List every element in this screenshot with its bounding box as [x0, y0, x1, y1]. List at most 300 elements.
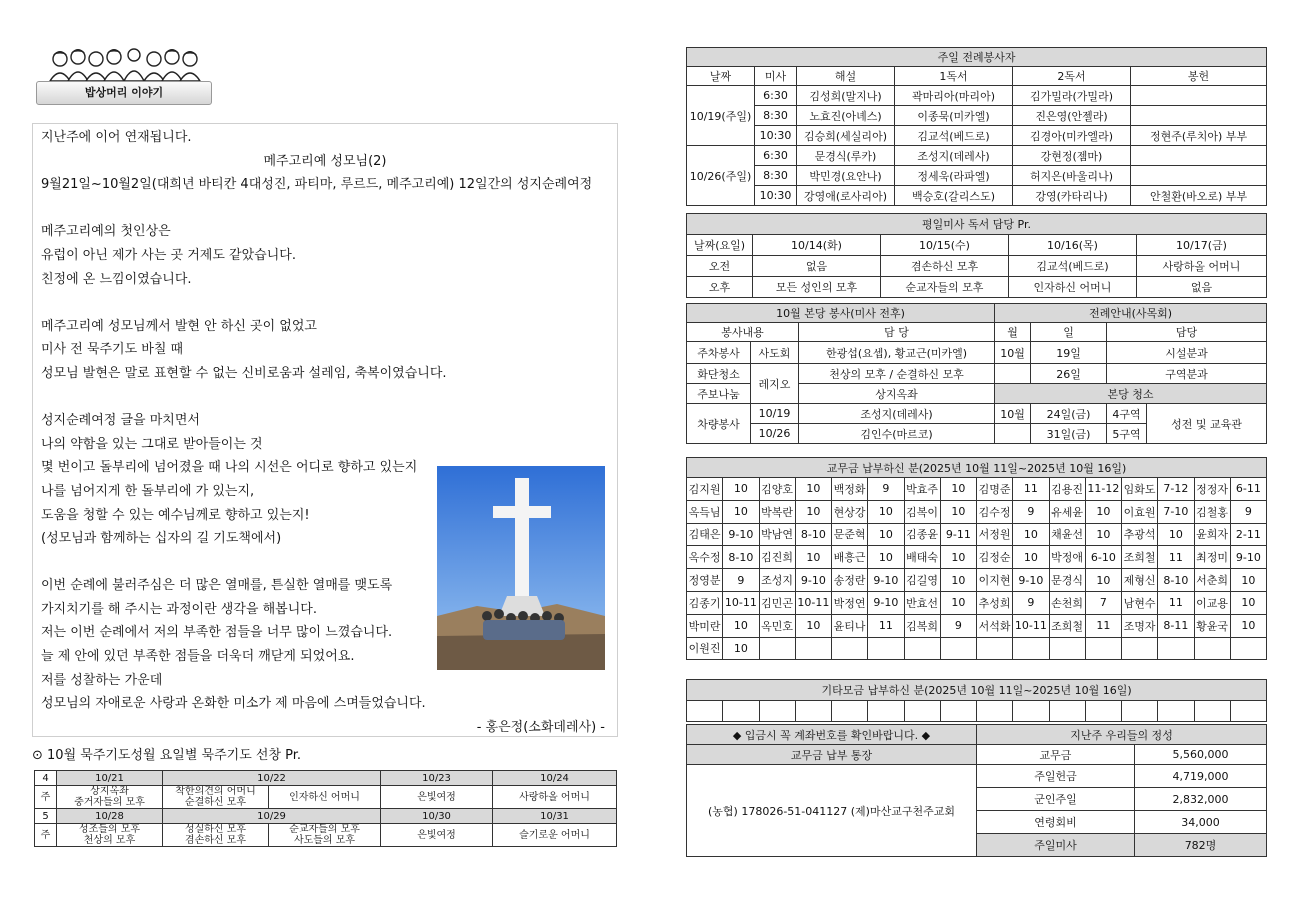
- donor-name: 박정연: [832, 591, 868, 614]
- donor-months: 8-11: [1158, 614, 1194, 637]
- col-header: 미사: [755, 67, 797, 86]
- sunday-date: 10/26(주일): [687, 146, 755, 206]
- donor-name: 박효주: [904, 478, 940, 501]
- liturgy-title: 주일 전례봉사자: [687, 48, 1267, 67]
- row-header: 오전: [687, 256, 753, 277]
- donor-name: 남현수: [1122, 591, 1158, 614]
- row-header: 날짜(요일): [687, 235, 753, 256]
- empty-cell: [795, 701, 831, 722]
- date-cell: 10/31: [493, 809, 617, 824]
- essay-line: 나를 넘어지게 한 돌부리에 가 있는지,: [41, 483, 255, 499]
- donor-name: 추광석: [1122, 523, 1158, 546]
- donor-months: 10: [868, 523, 904, 546]
- col-header: 2독서: [1013, 67, 1131, 86]
- leader-line: 중거자들의 모후: [74, 797, 145, 808]
- donor-name: [977, 637, 1013, 660]
- donor-name: 유세윤: [1049, 500, 1085, 523]
- donor-name: 정정자: [1194, 478, 1230, 501]
- month: 10월: [995, 342, 1031, 364]
- essay-line: 도움을 청할 수 있는 예수님께로 향하고 있는지!: [41, 507, 310, 523]
- donor-name: 서춘희: [1194, 569, 1230, 592]
- leader-line: [164, 786, 267, 797]
- weekday-title: 평일미사 독서 담당 Pr.: [687, 214, 1267, 235]
- donor-months: 10: [1085, 523, 1121, 546]
- donor-months: 11: [868, 614, 904, 637]
- donor-months: 9: [1230, 500, 1266, 523]
- empty-cell: [1013, 701, 1049, 722]
- empty-cell: [1194, 701, 1230, 722]
- donor-name: 옥수정: [687, 546, 723, 569]
- service-group: 사도회: [751, 342, 799, 364]
- donor-months: 10: [1158, 523, 1194, 546]
- minister: 김승희(세실리아): [797, 126, 895, 146]
- offering-value: 2,832,000: [1135, 788, 1267, 811]
- sunday-date: 10/19(주일): [687, 86, 755, 146]
- donor-months: 2-11: [1230, 523, 1266, 546]
- last-week-title: 지난주 우리들의 정성: [977, 725, 1267, 745]
- minister: 진은영(안젤라): [1013, 106, 1131, 126]
- donor-months: [868, 637, 904, 660]
- donor-name: 임화도: [1122, 478, 1158, 501]
- guide-title: 전례안내(사목회): [995, 304, 1267, 323]
- donor-name: 반효선: [904, 591, 940, 614]
- donor-name: 김태은: [687, 523, 723, 546]
- leader-cell: [57, 824, 163, 847]
- col-header: 담 당: [799, 323, 995, 342]
- minister: 강영애(로사리아): [797, 186, 895, 206]
- week-number: 4: [35, 771, 57, 786]
- empty-cell: [995, 424, 1031, 444]
- date-cell: 10/22: [163, 771, 381, 786]
- october-service-table: [686, 303, 1267, 444]
- service-person: 한광섭(요셉), 황교근(미카엘): [799, 342, 995, 364]
- donor-name: 옥민호: [759, 614, 795, 637]
- offering-value: 34,000: [1135, 811, 1267, 834]
- minister: 노효진(아녜스): [797, 106, 895, 126]
- day: 26일: [1031, 364, 1107, 384]
- account-title: 교무금 납부 통장: [687, 745, 977, 765]
- donor-name: 김양호: [759, 478, 795, 501]
- donor-months: 10: [1085, 500, 1121, 523]
- donor-name: 김복이: [904, 500, 940, 523]
- duty: 구역분과: [1107, 364, 1267, 384]
- rosary-table: [34, 770, 617, 847]
- service-person: 천상의 모후 / 순결하신 모후: [799, 364, 995, 384]
- car-date: 10/19: [751, 404, 799, 424]
- donor-months: 10: [1013, 523, 1049, 546]
- month: 10월: [995, 404, 1031, 424]
- essay-line: 메주고리예 성모님께서 발현 안 하신 곳이 없었고: [41, 318, 317, 334]
- essay-blank: [41, 291, 609, 315]
- service-person: 조성지(데레사): [799, 404, 995, 424]
- donor-months: 8-10: [795, 523, 831, 546]
- minister: 김교석(베드로): [895, 126, 1013, 146]
- account-notice: ◆ 입금시 꼭 계좌번호를 확인바랍니다. ◆: [687, 725, 977, 745]
- col-header: 봉헌: [1131, 67, 1267, 86]
- donor-months: 10: [723, 478, 759, 501]
- donor-months: [1013, 637, 1049, 660]
- donor-name: 손천희: [1049, 591, 1085, 614]
- mass-time: 10:30: [755, 126, 797, 146]
- donor-name: 김복희: [904, 614, 940, 637]
- account-offering-table: [686, 724, 1267, 857]
- minister: [1131, 166, 1267, 186]
- donor-name: [759, 637, 795, 660]
- donor-row: [687, 478, 1267, 501]
- leader-line: 성실하신 모후: [184, 824, 247, 835]
- donor-months: [1230, 637, 1266, 660]
- donor-name: 김용진: [1049, 478, 1085, 501]
- week-label: 주: [35, 824, 57, 847]
- donor-name: 이효원: [1122, 500, 1158, 523]
- essay-line: 저는 이번 순례에서 저의 부족한 점들을 너무 많이 느꼈습니다.: [41, 625, 393, 641]
- date-cell: 10/30: [381, 809, 493, 824]
- donor-name: 박남연: [759, 523, 795, 546]
- donor-months: 10: [940, 591, 976, 614]
- essay-line: 친정에 온 느낌이였습니다.: [41, 271, 192, 287]
- donor-name: 서석화: [977, 614, 1013, 637]
- donor-months: 9: [940, 614, 976, 637]
- car-date: 10/26: [751, 424, 799, 444]
- donor-months: 6-10: [1085, 546, 1121, 569]
- minister: 허지은(바울리나): [1013, 166, 1131, 186]
- clean-zone: 5구역: [1107, 424, 1147, 444]
- donor-name: [1194, 637, 1230, 660]
- leader-line: 성조들의 모후: [78, 824, 141, 835]
- service-person: 김인수(마르코): [799, 424, 995, 444]
- row-header: 오후: [687, 277, 753, 298]
- donor-months: 10: [1230, 591, 1266, 614]
- donor-name: 이교용: [1194, 591, 1230, 614]
- donor-months: [795, 637, 831, 660]
- minister: 정세욱(라파엘): [895, 166, 1013, 186]
- donor-name: 서정원: [977, 523, 1013, 546]
- column-title: 밥상머리 이야기: [36, 81, 212, 105]
- empty-cell: [904, 701, 940, 722]
- donor-months: 10: [1013, 546, 1049, 569]
- donor-row: [687, 500, 1267, 523]
- col-header: 담당: [1107, 323, 1267, 342]
- minister: 정현주(루치아) 부부: [1131, 126, 1267, 146]
- essay-line: 저를 성찰하는 가운데: [41, 672, 163, 688]
- essay-line: 가지치기를 해 주시는 과정이란 생각을 해봅니다.: [41, 601, 317, 617]
- empty-cell: [1230, 701, 1266, 722]
- people-illustration-icon: [44, 45, 206, 81]
- service-type: 주보나눔: [687, 384, 751, 404]
- donor-months: 10-11: [723, 591, 759, 614]
- col-header: 봉사내용: [687, 323, 799, 342]
- duty: 시설분과: [1107, 342, 1267, 364]
- reader: 김교석(베드로): [1009, 256, 1137, 277]
- donor-name: [1122, 637, 1158, 660]
- donor-months: 9-10: [795, 569, 831, 592]
- offering-label: 교무금: [977, 745, 1135, 765]
- donor-name: 김수정: [977, 500, 1013, 523]
- donor-months: 10-11: [795, 591, 831, 614]
- donor-months: 10: [795, 478, 831, 501]
- donor-months: 10: [940, 500, 976, 523]
- essay-line: 지난주에 이어 연재됩니다.: [41, 130, 192, 145]
- leader-word: 착한의견의: [175, 786, 224, 797]
- col-header: 월: [995, 323, 1031, 342]
- essay-line: 이번 순례에 불러주심은 더 많은 열매를, 튼실한 열매를 맺도록: [41, 578, 393, 594]
- essay-blank: [41, 197, 609, 221]
- minister: 조성지(데레사): [895, 146, 1013, 166]
- donor-row: [687, 546, 1267, 569]
- leader-cell: 은빛여정: [381, 824, 493, 847]
- donor-name: 조명자: [1122, 614, 1158, 637]
- leader-line: 순교자들의 모후: [289, 824, 360, 835]
- empty-cell: [940, 701, 976, 722]
- reader: 없음: [1137, 277, 1267, 298]
- date-cell: 10/24: [493, 771, 617, 786]
- donor-name: 김명준: [977, 478, 1013, 501]
- donor-name: 송정란: [832, 569, 868, 592]
- donor-name: 문경식: [1049, 569, 1085, 592]
- donor-name: 박미란: [687, 614, 723, 637]
- reader: 겸손하신 모후: [881, 256, 1009, 277]
- donor-name: 이원진: [687, 637, 723, 660]
- liturgy-table: [686, 47, 1267, 206]
- leader-cell: 인자하신 어머니: [269, 786, 381, 809]
- minister: 김성희(말지나): [797, 86, 895, 106]
- donor-name: 문준혁: [832, 523, 868, 546]
- essay-author: - 홍은정(소화데레사) -: [476, 719, 605, 735]
- essay-line: 메주고리예의 첫인상은: [41, 224, 171, 240]
- donor-name: 김종기: [687, 591, 723, 614]
- donor-months: 10: [940, 569, 976, 592]
- date-cell: 10/23: [381, 771, 493, 786]
- minister: 박민경(요안나): [797, 166, 895, 186]
- service-type: 주차봉사: [687, 342, 751, 364]
- donor-months: 9: [868, 478, 904, 501]
- donor-months: 10: [940, 478, 976, 501]
- leader-line: 천상의 모후: [83, 835, 136, 846]
- clean-zone: 4구역: [1107, 404, 1147, 424]
- donor-name: 윤티나: [832, 614, 868, 637]
- mass-time: 10:30: [755, 186, 797, 206]
- donor-title: 교무금 납부하신 분(2025년 10월 11일~2025년 10월 16일): [687, 458, 1267, 478]
- cleaning-title: 본당 청소: [995, 384, 1267, 404]
- offering-value: 5,560,000: [1135, 745, 1267, 765]
- offering-value: 782명: [1135, 834, 1267, 857]
- donor-months: 10: [868, 500, 904, 523]
- donor-row: [687, 637, 1267, 660]
- leader-cell: 은빛여정: [381, 786, 493, 809]
- donor-months: 10: [1230, 614, 1266, 637]
- donor-months: 10: [795, 500, 831, 523]
- date-cell: 10/29: [163, 809, 381, 824]
- donor-months: 9-11: [940, 523, 976, 546]
- service-person: 상지옥좌: [799, 384, 995, 404]
- leader-line: [164, 797, 267, 808]
- service-type: 차량봉사: [687, 404, 751, 444]
- col-header: 날짜: [687, 67, 755, 86]
- donor-name: 현상강: [832, 500, 868, 523]
- leader-line: 겸손하신 모후: [184, 835, 247, 846]
- donor-months: [1158, 637, 1194, 660]
- donor-row: [687, 523, 1267, 546]
- minister: 김가밀라(가밀라): [1013, 86, 1131, 106]
- donor-months: 9-10: [1013, 569, 1049, 592]
- donor-name: 박정애: [1049, 546, 1085, 569]
- donor-months: 11: [1085, 614, 1121, 637]
- donor-name: 옥득님: [687, 500, 723, 523]
- donor-months: 9-10: [1230, 546, 1266, 569]
- weekday-readers-table: [686, 213, 1267, 298]
- donor-name: 김길영: [904, 569, 940, 592]
- donor-months: 7-10: [1158, 500, 1194, 523]
- donor-months: 10: [940, 546, 976, 569]
- leader-word: 어머니: [226, 786, 256, 797]
- donor-months: 10: [868, 546, 904, 569]
- donor-name: 배태숙: [904, 546, 940, 569]
- donor-name: 김철홍: [1194, 500, 1230, 523]
- donor-name: 추성희: [977, 591, 1013, 614]
- donor-name: 조희철: [1049, 614, 1085, 637]
- column-logo: [36, 45, 214, 107]
- donor-months: [1085, 637, 1121, 660]
- donor-months: 9: [1013, 500, 1049, 523]
- empty-cell: [687, 701, 723, 722]
- donor-months: [940, 637, 976, 660]
- essay-line: 성모님 발현은 말로 표현할 수 없는 신비로움과 설레임, 축복이였습니다.: [41, 365, 447, 381]
- leader-word: 순결하신: [184, 797, 224, 808]
- clean-day: 31일(금): [1031, 424, 1107, 444]
- minister: 안철환(바오로) 부부: [1131, 186, 1267, 206]
- donor-months: 8-10: [723, 546, 759, 569]
- leader-line: 상지옥좌: [90, 786, 129, 797]
- leader-cell: [163, 824, 269, 847]
- leader-cell: 사랑하올 어머니: [493, 786, 617, 809]
- empty-cell: [1085, 701, 1121, 722]
- col-header: 일: [1031, 323, 1107, 342]
- mass-time: 8:30: [755, 166, 797, 186]
- date-cell: 10/28: [57, 809, 163, 824]
- donor-name: 조성지: [759, 569, 795, 592]
- week-number: 5: [35, 809, 57, 824]
- donor-months: 7: [1085, 591, 1121, 614]
- week-label: 주: [35, 786, 57, 809]
- minister: 강영(카타리나): [1013, 186, 1131, 206]
- minister: [1131, 146, 1267, 166]
- essay-line: (성모님과 함께하는 십자의 길 기도책에서): [41, 531, 282, 547]
- service-group: 레지오: [751, 364, 799, 404]
- donor-name: 배흥근: [832, 546, 868, 569]
- empty-cell: [1049, 701, 1085, 722]
- donor-months: 11: [1158, 591, 1194, 614]
- essay-line: 늘 제 안에 있던 부족한 점들을 더욱더 깨닫게 되었어요.: [41, 649, 355, 665]
- col-header: 1독서: [895, 67, 1013, 86]
- essay-line: 9월21일~10월2일(대희년 바티칸 4대성진, 파티마, 루르드, 메주고리예) 12일간의 성지순례여정: [41, 177, 593, 193]
- donor-name: 김지원: [687, 478, 723, 501]
- col-header: 해설: [797, 67, 895, 86]
- donor-months: 11: [1013, 478, 1049, 501]
- reader: 인자하신 어머니: [1009, 277, 1137, 298]
- donor-name: 황윤국: [1194, 614, 1230, 637]
- donor-months: 9: [1013, 591, 1049, 614]
- leader-cell: [163, 786, 269, 809]
- minister: 김경아(미카엘라): [1013, 126, 1131, 146]
- clean-place: 성전 및 교육관: [1147, 404, 1267, 444]
- donor-name: 백정화: [832, 478, 868, 501]
- donor-name: 김종윤: [904, 523, 940, 546]
- donor-months: 7-12: [1158, 478, 1194, 501]
- leader-cell: 슬기로운 어머니: [493, 824, 617, 847]
- minister: [1131, 106, 1267, 126]
- minister: 백승호(갈리스도): [895, 186, 1013, 206]
- leader-cell: [269, 824, 381, 847]
- donor-name: 최정미: [1194, 546, 1230, 569]
- essay-line: 몇 번이고 돌부리에 넘어졌을 때 나의 시선은 어디로 향하고 있는지: [41, 460, 418, 476]
- weekday-date: 10/16(목): [1009, 235, 1137, 256]
- donor-name: 김민곤: [759, 591, 795, 614]
- mass-time: 6:30: [755, 146, 797, 166]
- leader-word: 모후: [226, 797, 247, 808]
- clean-day: 24일(금): [1031, 404, 1107, 424]
- donor-name: 정영분: [687, 569, 723, 592]
- bank-account: (농협) 178026-51-041127 (제)마산교구천주교회: [687, 765, 977, 857]
- minister: 이종묵(미카엘): [895, 106, 1013, 126]
- leader-cell: [57, 786, 163, 809]
- reader: 순교자들의 모후: [881, 277, 1009, 298]
- essay-line: 나의 약함을 있는 그대로 받아들이는 것: [41, 436, 263, 452]
- offering-label: 군인주일: [977, 788, 1135, 811]
- donor-name: 이지현: [977, 569, 1013, 592]
- donor-name: 김정순: [977, 546, 1013, 569]
- donor-months: 11: [1158, 546, 1194, 569]
- mass-time: 6:30: [755, 86, 797, 106]
- donor-rows: [687, 478, 1267, 660]
- minister: 곽마리아(마리아): [895, 86, 1013, 106]
- donor-name: [832, 637, 868, 660]
- leader-line: 사도들의 모후: [293, 835, 356, 846]
- donor-name: 윤희자: [1194, 523, 1230, 546]
- donor-months: 10: [1085, 569, 1121, 592]
- essay-line: 성지순례여정 글을 마치면서: [41, 413, 200, 429]
- donor-months: 11-12: [1085, 478, 1121, 501]
- donor-months: 9-10: [868, 591, 904, 614]
- service-type: 화단청소: [687, 364, 751, 384]
- empty-cell: [1158, 701, 1194, 722]
- donor-months: 10: [723, 500, 759, 523]
- donor-months: 10: [795, 614, 831, 637]
- donor-name: 박복란: [759, 500, 795, 523]
- essay-subtitle: 메주고리예 성모님(2): [263, 153, 387, 169]
- empty-cell: [723, 701, 759, 722]
- donor-months: 9-10: [723, 523, 759, 546]
- donor-name: 김진희: [759, 546, 795, 569]
- donor-months: 10: [723, 614, 759, 637]
- donor-months: 9: [723, 569, 759, 592]
- weekday-date: 10/15(수): [881, 235, 1009, 256]
- donor-months: 10: [723, 637, 759, 660]
- other-title: 기타모금 납부하신 분(2025년 10월 11일~2025년 10월 16일): [687, 680, 1267, 701]
- donor-row: [687, 569, 1267, 592]
- empty-cell: [977, 701, 1013, 722]
- pilgrimage-photo: [437, 466, 605, 670]
- day: 19일: [1031, 342, 1107, 364]
- reader: 모든 성인의 모후: [753, 277, 881, 298]
- reader: 사랑하올 어머니: [1137, 256, 1267, 277]
- essay-blank: [41, 386, 609, 410]
- other-row: [687, 701, 1267, 722]
- minister: 문경식(루카): [797, 146, 895, 166]
- mass-time: 8:30: [755, 106, 797, 126]
- essay-line: 미사 전 묵주기도 바칠 때: [41, 342, 184, 358]
- donor-name: 채윤선: [1049, 523, 1085, 546]
- minister: 강현정(젬마): [1013, 146, 1131, 166]
